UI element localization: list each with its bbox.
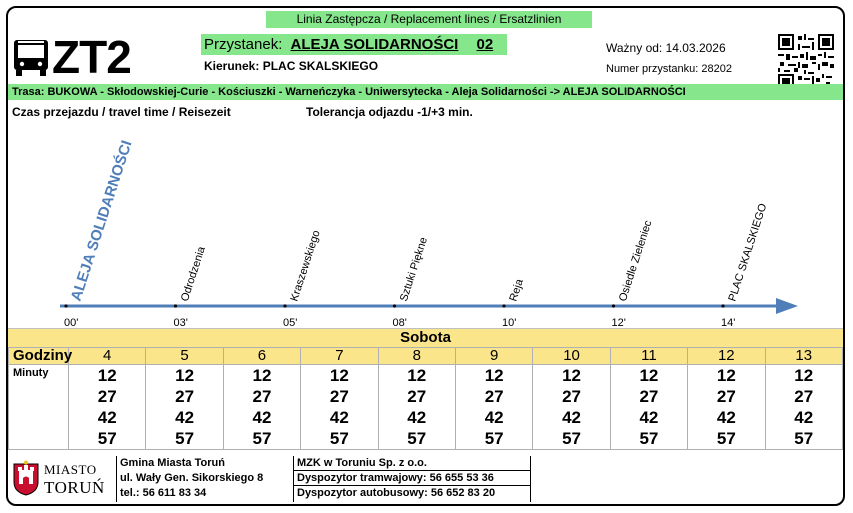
minute-value: 57 [484, 429, 504, 448]
stop-marker [283, 304, 286, 307]
gmina-contact [116, 456, 294, 502]
minute-value: 57 [175, 429, 195, 448]
stop-name: ALEJA SOLIDARNOŚCI [290, 36, 459, 53]
minute-value: 12 [97, 366, 117, 385]
direction-value: PLAC SKALSKIEGO [262, 59, 379, 73]
stop-number: Numer przystanku: 28202 [606, 63, 732, 75]
hour-cell: 8 [378, 348, 455, 365]
gmina-phone: tel.: 56 611 83 34 [120, 487, 207, 499]
minute-value: 57 [97, 429, 117, 448]
minutes-cell [533, 365, 610, 450]
city-crest-icon [12, 460, 40, 496]
minute-value: 42 [407, 408, 427, 427]
hour-cell: 4 [69, 348, 146, 365]
valid-from: Ważny od: 14.03.2026 [606, 41, 726, 55]
replacement-banner: Linia Zastępcza / Replacement lines / Ersatzlinien [266, 11, 592, 28]
minute-value: 12 [329, 366, 349, 385]
minutes-cell [455, 365, 532, 450]
route-diagram [8, 118, 843, 328]
timetable-sheet [6, 6, 845, 506]
minute-value: 42 [97, 408, 117, 427]
stop-marker [612, 304, 615, 307]
minute-value: 57 [407, 429, 427, 448]
stop-marker [64, 304, 67, 307]
minutes-cell [69, 365, 146, 450]
route-description: Trasa: BUKOWA - Skłodowskiej-Curie - Kościuszki - Warneńczyka - Uniwersytecka - Aleja Solidarności -> ALEJA SOLIDARNOŚCI [8, 84, 843, 100]
minute-value: 57 [716, 429, 736, 448]
minute-value: 27 [175, 387, 195, 406]
minute-value: 12 [484, 366, 504, 385]
hour-cell: 12 [688, 348, 765, 365]
minute-value: 42 [562, 408, 581, 427]
minute-value: 27 [794, 387, 814, 406]
minutes-cell [223, 365, 300, 450]
minute-value: 27 [716, 387, 736, 406]
hour-cell: 5 [146, 348, 223, 365]
hour-cell: 9 [455, 348, 532, 365]
stop-travel-time: 00' [64, 317, 79, 328]
city-name-line1: MIASTO [44, 462, 97, 477]
stop-name-label: Sztuki Piękne [397, 235, 430, 303]
stop-marker [502, 304, 505, 307]
footer [8, 456, 843, 506]
minute-value: 27 [329, 387, 349, 406]
minutes-cell [610, 365, 687, 450]
mzk-name: MZK w Toruniu Sp. z o.o. [294, 456, 530, 471]
hour-cell: 13 [765, 348, 842, 365]
minute-value: 42 [484, 408, 504, 427]
minute-value: 12 [639, 366, 659, 385]
line-number: ZT2 [52, 31, 131, 83]
bus-dispatcher: Dyspozytor autobusowy: 56 652 83 20 [297, 487, 496, 499]
minute-value: 27 [252, 387, 272, 406]
minute-value: 27 [639, 387, 659, 406]
minute-value: 57 [794, 429, 814, 448]
gmina-name: Gmina Miasta Toruń [120, 457, 225, 469]
minutes-cell [378, 365, 455, 450]
minute-value: 12 [175, 366, 195, 385]
minutes-cell [146, 365, 223, 450]
minute-value: 42 [639, 408, 659, 427]
minute-value: 12 [562, 366, 581, 385]
stop-label: Przystanek: [204, 36, 283, 53]
travel-time-label: Czas przejazdu / travel time / Reisezeit [12, 105, 231, 119]
city-name-line2: TORUŃ [44, 478, 105, 497]
stop-travel-time: 08' [392, 317, 407, 328]
minute-value: 12 [794, 366, 814, 385]
day-type: Sobota [8, 328, 843, 347]
minute-value: 27 [407, 387, 427, 406]
minute-value: 27 [484, 387, 504, 406]
minute-value: 57 [329, 429, 349, 448]
stop-name-label: PLAC SKALSKIEGO [726, 202, 770, 303]
stop-name-label: Odrodzenia [178, 245, 208, 303]
stop-marker [393, 304, 396, 307]
tolerance-label: Tolerancja odjazdu -1/+3 min. [306, 105, 473, 119]
direction [204, 59, 378, 73]
departure-table [8, 347, 843, 450]
minute-value: 42 [175, 408, 195, 427]
minute-value: 27 [562, 387, 581, 406]
minute-value: 12 [716, 366, 736, 385]
stop-marker [721, 304, 724, 307]
stop-name-label: Kraszewskiego [288, 228, 323, 303]
stop-travel-time: 03' [173, 317, 188, 328]
stop-travel-time: 12' [611, 317, 626, 328]
tram-dispatcher: Dyspozytor tramwajowy: 56 655 53 36 [294, 471, 530, 486]
hour-cell: 11 [610, 348, 687, 365]
minute-value: 57 [639, 429, 659, 448]
bus-icon [12, 38, 50, 78]
mzk-contact [294, 456, 531, 502]
direction-label: Kierunek: [204, 59, 260, 73]
minute-value: 42 [329, 408, 349, 427]
stop-code: 02 [476, 36, 494, 53]
stop-travel-time: 14' [721, 317, 736, 328]
hour-cell: 6 [223, 348, 300, 365]
minute-value: 57 [562, 429, 581, 448]
stop-travel-time: 05' [283, 317, 298, 328]
hours-label: Godziny [9, 348, 69, 365]
hour-cell: 10 [533, 348, 610, 365]
stop-marker [174, 304, 177, 307]
hour-cell: 7 [301, 348, 378, 365]
gmina-address: ul. Wały Gen. Sikorskiego 8 [120, 472, 264, 484]
minute-value: 12 [407, 366, 427, 385]
minute-value: 42 [794, 408, 814, 427]
minutes-cell [301, 365, 378, 450]
minutes-label: Minuty [9, 365, 69, 450]
stop-box [201, 34, 507, 55]
stop-name-label: ALEJA SOLIDARNOŚCI [67, 138, 136, 304]
minute-value: 42 [252, 408, 272, 427]
stop-name-label: Reja [507, 277, 526, 303]
stop-name-label: Osiedle Zieleniec [616, 218, 655, 303]
minutes-cell [688, 365, 765, 450]
minute-value: 42 [716, 408, 736, 427]
minute-value: 27 [97, 387, 117, 406]
route-arrow-head [776, 298, 798, 314]
minute-value: 57 [252, 429, 272, 448]
minute-value: 12 [252, 366, 272, 385]
stop-travel-time: 10' [502, 317, 517, 328]
minutes-cell [765, 365, 842, 450]
qr-code-icon [778, 34, 834, 90]
